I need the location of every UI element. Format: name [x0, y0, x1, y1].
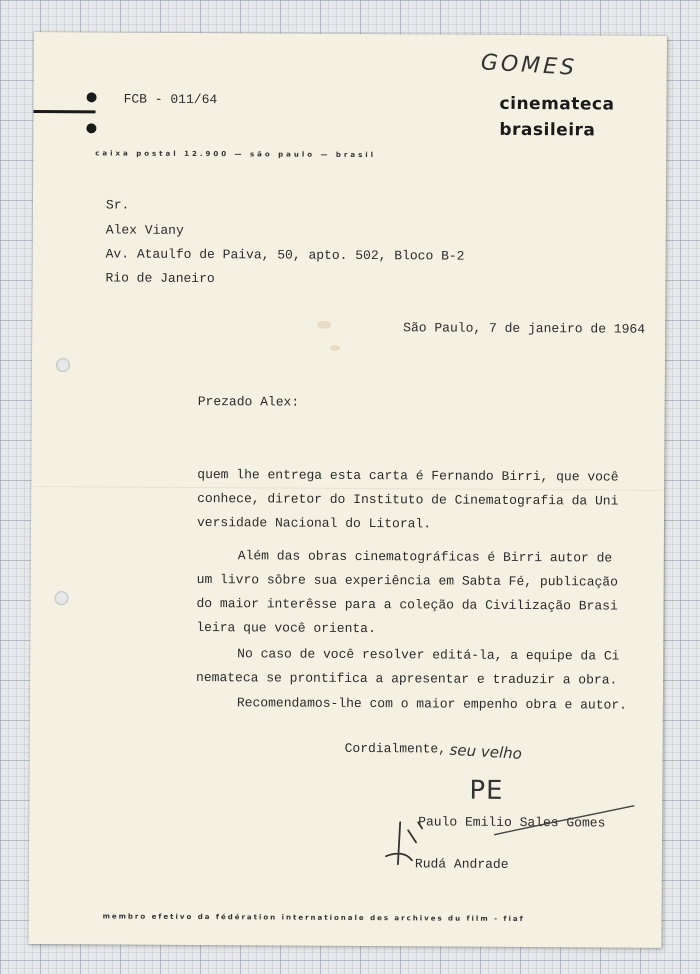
recipient-salutation: Sr.	[105, 197, 130, 213]
body-line: um livro sôbre sua experiência em Sabta Fé, publicação	[196, 572, 618, 590]
punch-hole-top	[56, 358, 70, 372]
handwritten-initials: PE	[469, 775, 504, 806]
body-line: No caso de você resolver editá-la, a equipe da Ci	[237, 646, 620, 664]
date-line: São Paulo, 7 de janeiro de 1964	[403, 320, 646, 337]
body-line: quem lhe entrega esta carta é Fernando Birri, que você	[197, 467, 619, 485]
org-name-line2: brasileira	[499, 119, 596, 141]
org-name-line1: cinemateca	[499, 93, 615, 115]
handwritten-name: GOMES	[480, 50, 578, 81]
footer-text: membro efetivo da fédération internationale des archives du film - fiaf	[102, 912, 525, 924]
body-line: Recomendamos-lhe com o maior empenho obra e autor.	[236, 695, 628, 713]
body-line: Além das obras cinematográficas é Birri autor de	[237, 548, 613, 566]
recipient-street: Av. Ataulfo de Paiva, 50, apto. 502, Bloco B-2	[105, 246, 465, 264]
letterhead-dot-bottom	[86, 123, 96, 133]
recipient-city: Rio de Janeiro	[105, 270, 215, 287]
handwritten-closing: seu velho	[449, 740, 523, 763]
signatory-1: Paulo Emilio Sales Gomes	[418, 814, 606, 831]
signatory-2: Rudá Andrade	[414, 856, 509, 872]
signature-stroke	[489, 797, 639, 838]
letter-paper	[28, 32, 667, 948]
letterhead-address: caixa postal 12.900 — são paulo — brasil	[95, 149, 377, 160]
letterhead-dot-top	[87, 92, 97, 102]
paper-stain	[317, 321, 331, 329]
body-line: nemateca se prontifica a apresentar e traduzir a obra.	[196, 670, 618, 688]
punch-hole-bottom	[54, 591, 68, 605]
reference-number: FCB - 011/64	[123, 91, 218, 108]
body-line: versidade Nacional do Litoral.	[196, 515, 432, 532]
recipient-name: Alex Viany	[105, 222, 184, 238]
body-line: leira que você orienta.	[196, 620, 376, 637]
closing-word: Cordialmente,	[344, 740, 447, 757]
body-line: do maior interêsse para a coleção da Civilização Brasi	[196, 596, 618, 614]
body-line: conhece, diretor do Instituto de Cinematografia da Uni	[197, 491, 619, 509]
paper-stain	[330, 345, 340, 351]
letterhead-bar	[34, 110, 96, 113]
greeting: Prezado Alex:	[197, 394, 300, 410]
